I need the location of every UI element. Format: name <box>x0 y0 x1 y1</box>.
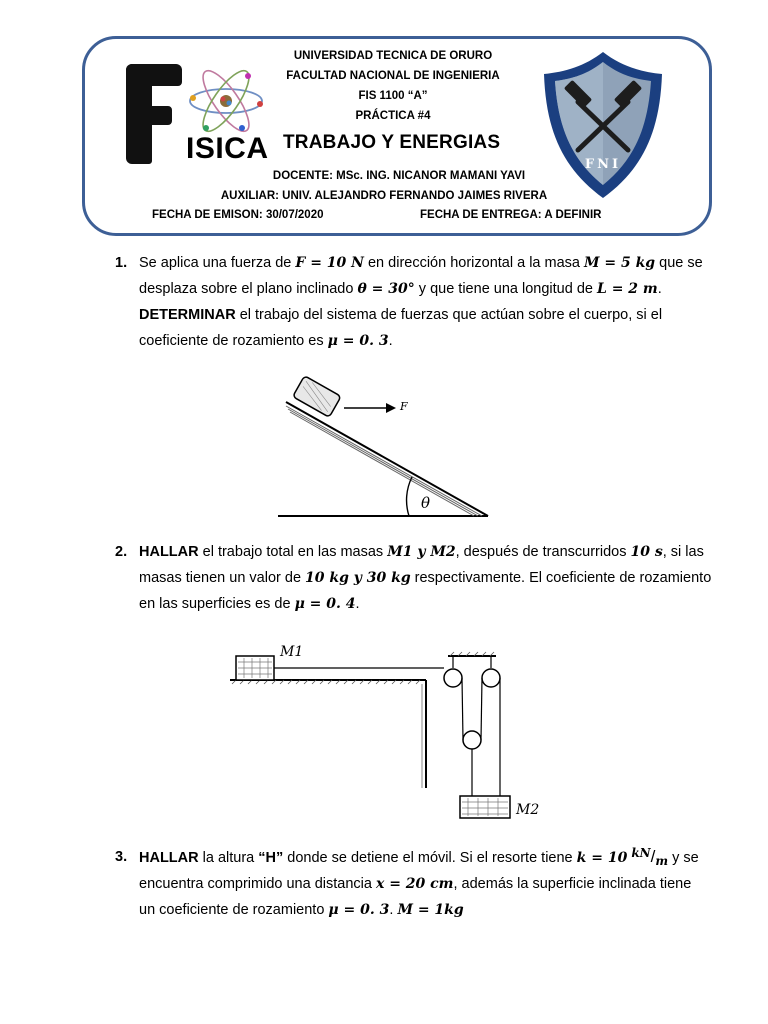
physics-logo-letter <box>126 64 184 166</box>
spring-unit-denominator: m <box>655 854 669 868</box>
university-name: UNIVERSIDAD TECNICA DE ORURO <box>293 50 493 62</box>
problem-number: 1. <box>115 255 128 271</box>
time-value: 10 s <box>630 544 663 560</box>
height-label: “H” <box>258 850 284 866</box>
m1-label: M1 <box>280 644 304 660</box>
spring-constant: k = 10 <box>576 850 628 866</box>
problem-1-line-4: coeficiente de rozamiento es μ = 0. 3. <box>139 333 393 349</box>
force-value: F = 10 N <box>295 255 364 271</box>
problem-keyword: DETERMINAR <box>139 307 236 323</box>
m2-label: M2 <box>516 802 540 818</box>
angle-label: θ <box>421 494 431 512</box>
problem-1-line-2: desplaza sobre el plano inclinado θ = 30° y que tiene una longitud de L = 2 m. <box>139 281 662 297</box>
due-date: FECHA DE ENTREGA: A DEFINIR <box>420 209 602 221</box>
spring-unit-numerator: kN <box>631 846 651 860</box>
shield-text: FNI <box>584 157 622 172</box>
issue-date: FECHA DE EMISON: 30/07/2020 <box>152 209 324 221</box>
friction-value: μ = 0. 3 <box>327 333 389 349</box>
pulley-system-figure <box>226 634 546 826</box>
compression-value: x = 20 cm <box>375 876 454 892</box>
problem-3-line-2: encuentra comprimido una distancia x = 20 cm, además la superficie inclinada tiene <box>139 876 692 892</box>
problem-3 <box>115 844 725 923</box>
teacher-line: DOCENTE: MSc. ING. NICANOR MAMANI YAVI <box>272 170 526 182</box>
course-code: FIS 1100 “A” <box>358 90 428 102</box>
mass-values: 10 kg y 30 kg <box>305 570 411 586</box>
length-value: L = 2 m <box>596 281 658 297</box>
mass-value: M = 5 kg <box>584 255 656 271</box>
fni-shield-logo <box>540 50 666 200</box>
force-label: F <box>400 400 408 413</box>
problem-number: 3. <box>115 849 128 865</box>
page-title: TRABAJO Y ENERGIAS <box>283 132 501 153</box>
assistant-line: AUXILIAR: UNIV. ALEJANDRO FERNANDO JAIMES RIVERA <box>220 190 548 202</box>
problem-3-line-3: un coeficiente de rozamiento μ = 0. 3. M = 1kg <box>139 902 464 918</box>
physics-logo-word: ISICA <box>186 132 269 165</box>
masses-label: M1 y M2 <box>387 544 456 560</box>
problem-keyword: HALLAR <box>139 850 199 866</box>
problem-1-line-1: Se aplica una fuerza de F = 10 N en dirección horizontal a la masa M = 5 kg que se <box>139 255 703 271</box>
problem-2-line-3: en las superficies es de μ = 0. 4. <box>139 596 360 612</box>
practice-number: PRÁCTICA #4 <box>355 110 431 122</box>
faculty-name: FACULTAD NACIONAL DE INGENIERIA <box>286 70 500 82</box>
atom-icon <box>186 68 266 134</box>
problem-keyword: HALLAR <box>139 544 199 560</box>
mass-value: M = 1kg <box>397 902 464 918</box>
problem-2-line-1: HALLAR el trabajo total en las masas M1 y M2, después de transcurridos 10 s, si las <box>139 544 704 560</box>
problem-1-line-3: DETERMINAR el trabajo del sistema de fuerzas que actúan sobre el cuerpo, si el <box>139 307 663 323</box>
problem-2-line-2: masas tienen un valor de 10 kg y 30 kg respectivamente. El coeficiente de rozamiento <box>139 570 712 586</box>
angle-value: θ = 30° <box>357 281 415 297</box>
problem-3-line-1: HALLAR la altura “H” donde se detiene el móvil. Si el resorte tiene k = 10 $^{kN}/_m$ y se <box>139 846 699 868</box>
friction-value: μ = 0. 4 <box>294 596 356 612</box>
problem-1 <box>115 250 725 354</box>
inclined-plane-figure <box>272 370 496 522</box>
friction-value: μ = 0. 3 <box>328 902 390 918</box>
problem-2 <box>115 539 725 617</box>
problem-number: 2. <box>115 544 128 560</box>
